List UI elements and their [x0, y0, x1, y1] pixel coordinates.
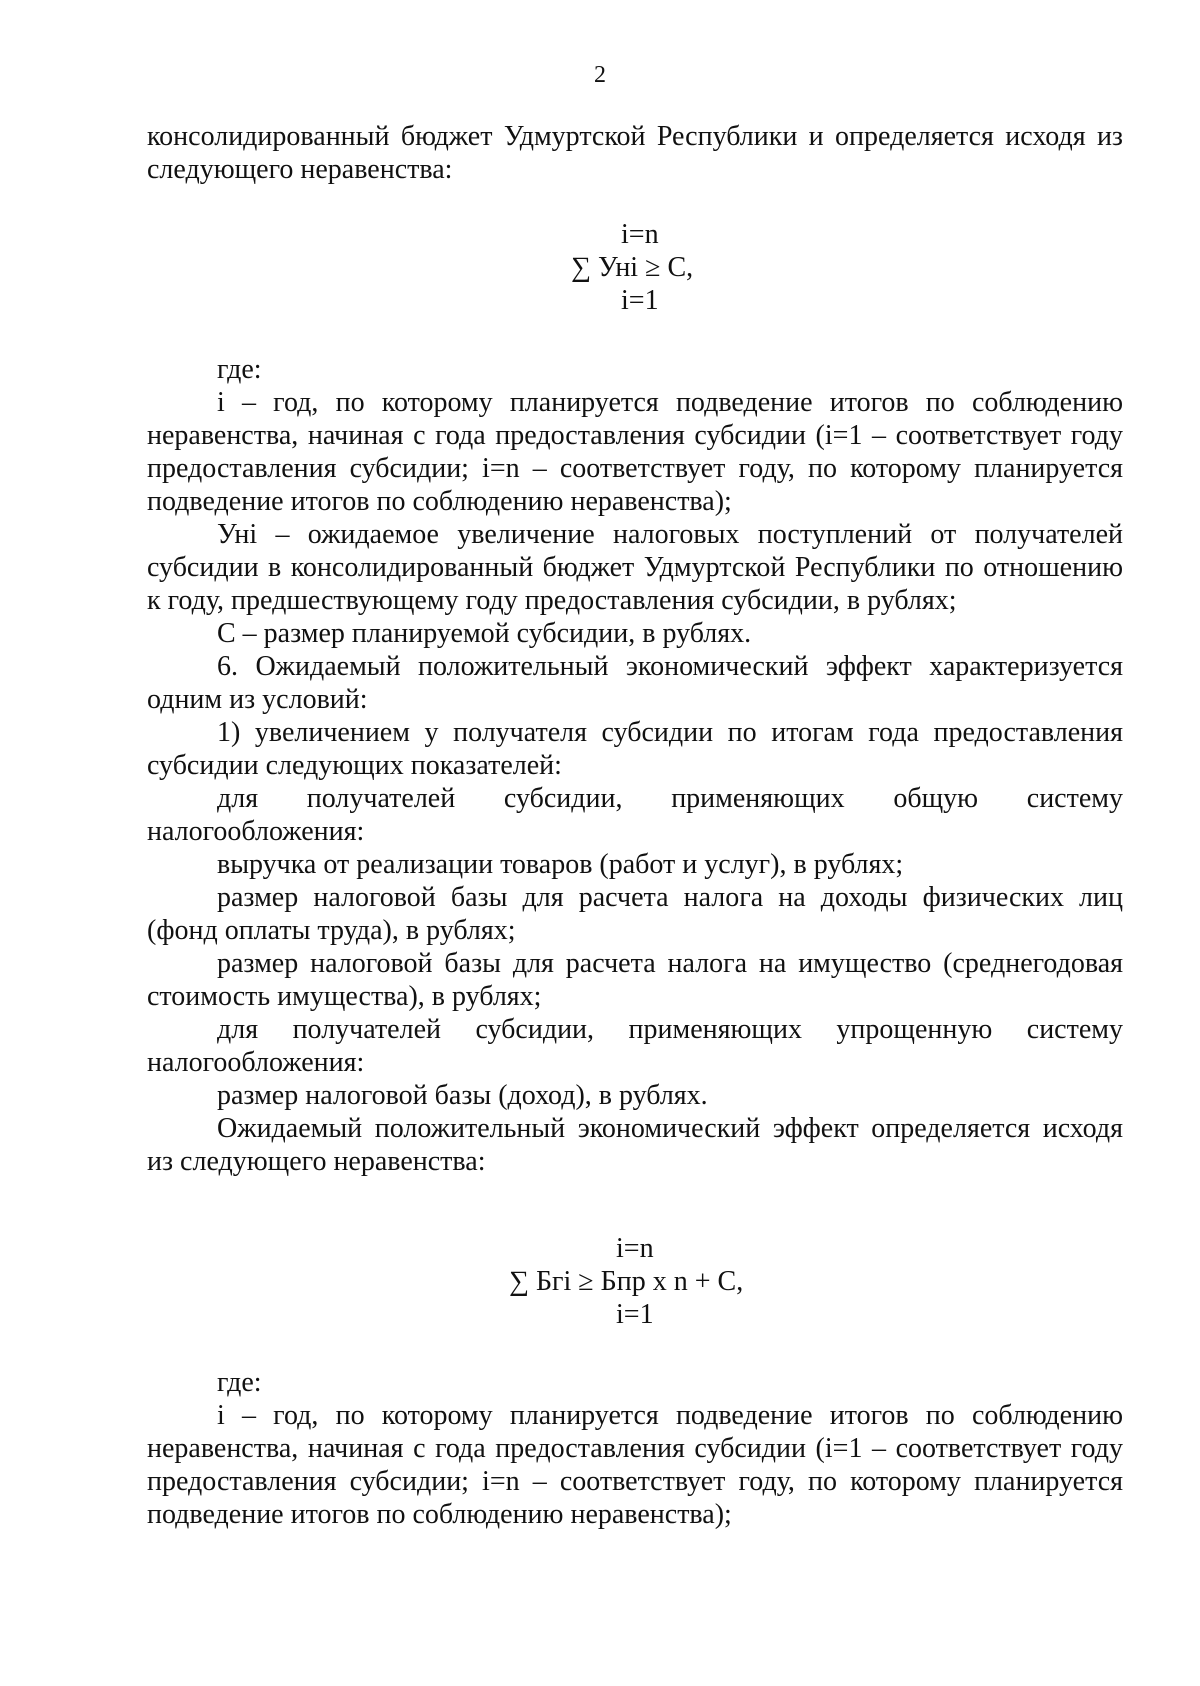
page-number: 2	[594, 62, 606, 88]
formula1-expression: ∑ Уні ≥ С,	[571, 252, 694, 283]
item-6: 6. Ожидаемый положительный экономический эффект характеризуется одним из условий:	[147, 651, 1123, 715]
definitions-block-2	[147, 1366, 1123, 1531]
simplified-system-heading: для получателей субсидии, применяющих упрощенную систему налогообложения:	[147, 1014, 1123, 1078]
definitions-block-1	[147, 353, 1123, 1178]
intro-block	[147, 120, 1123, 186]
formula2-lower-limit: i=1	[616, 1299, 654, 1330]
intro-paragraph: консолидированный бюджет Удмуртской Республики и определяется исходя из следующего неравенства:	[147, 121, 1123, 185]
c-definition: С – размер планируемой субсидии, в рублях.	[217, 618, 752, 649]
ndfl-base-indicator: размер налоговой базы для расчета налога на доходы физических лиц (фонд оплаты труда), в рублях;	[147, 882, 1123, 946]
general-system-heading: для получателей субсидии, применяющих общую систему налогообложения:	[147, 783, 1123, 847]
yn-definition: Уні – ожидаемое увеличение налоговых поступлений от получателей субсидии в консолидированный бюджет Удмуртской Республики по отношению к году, предшествующему году предоставления субсидии, в рублях;	[147, 519, 1123, 616]
income-base-indicator: размер налоговой базы (доход), в рублях.	[217, 1080, 708, 1111]
item-6-1: 1) увеличением у получателя субсидии по итогам года предоставления субсидии следующих показателей:	[147, 717, 1123, 781]
expected-effect-paragraph: Ожидаемый положительный экономический эффект определяется исходя из следующего неравенства:	[147, 1113, 1123, 1177]
i-definition-2: i – год, по которому планируется подведение итогов по соблюдению неравенства, начиная с года предоставления субсидии (i=1 – соответствует году предоставления субсидии; i=n – соответствует году, по которому планируется подведение итогов по соблюдению неравенства);	[147, 1400, 1123, 1530]
property-base-indicator: размер налоговой базы для расчета налога на имущество (среднегодовая стоимость имущества), в рублях;	[147, 948, 1123, 1012]
where-label: где:	[217, 354, 262, 385]
formula2-expression: ∑ Бгі ≥ Бпр х n + С,	[509, 1266, 744, 1297]
formula1-lower-limit: i=1	[621, 285, 659, 316]
formula2-upper-limit: i=n	[616, 1233, 654, 1264]
where-label-2: где:	[217, 1367, 262, 1398]
formula1-upper-limit: i=n	[621, 219, 659, 250]
i-definition: i – год, по которому планируется подведение итогов по соблюдению неравенства, начиная с года предоставления субсидии (i=1 – соответствует году предоставления субсидии; i=n – соответствует году, по которому планируется подведение итогов по соблюдению неравенства);	[147, 387, 1123, 517]
revenue-indicator: выручка от реализации товаров (работ и услуг), в рублях;	[217, 849, 904, 880]
